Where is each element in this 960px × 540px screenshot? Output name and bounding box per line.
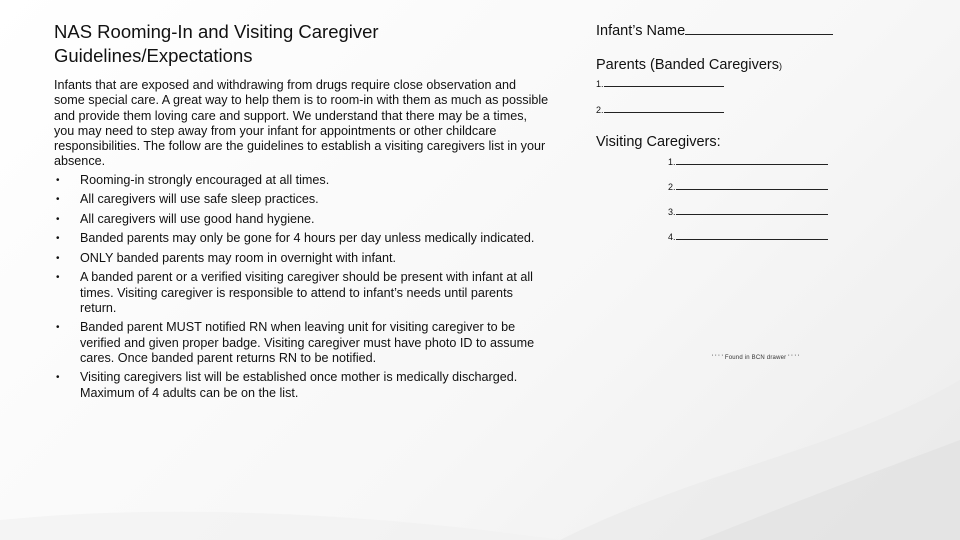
parent-line-1: 1. [596,76,926,90]
list-item: • All caregivers will use safe sleep practices. [56,192,319,207]
bullet-icon: • [56,194,60,206]
title-line-1: NAS Rooming-In and Visiting Caregiver [54,21,379,42]
visiting-caregivers-label: Visiting Caregivers: [596,134,721,150]
bullet-icon: • [56,372,60,384]
title-line-2: Guidelines/Expectations [54,45,253,66]
visitor-2-field[interactable] [676,179,828,190]
parents-label-close: ) [778,61,782,71]
bullet-icon: • [56,213,60,225]
visitor-line-3: 3. [668,204,926,218]
parent-1-field[interactable] [604,76,724,87]
list-item: • All caregivers will use good hand hygiene. [56,211,315,226]
guidelines-panel [54,20,549,401]
list-item: • Rooming-in strongly encouraged at all times. [56,172,330,187]
list-item: • Visiting caregivers list will be established once mother is medically discharged. Maximum of 4 adults can be on the list. [56,370,518,400]
footnote: ' ' ' ' Found in BCN drawer ' ' ' ' [712,355,800,361]
list-item: • ONLY banded parents may room in overnight with infant. [56,250,396,265]
bullet-icon: • [56,174,60,186]
visitor-line-2: 2. [668,179,926,193]
bullet-icon: • [56,252,60,264]
infant-name-label: Infant’s Name [596,23,686,39]
visitor-4-field[interactable] [676,229,828,240]
form-panel [596,20,926,243]
list-item: • Banded parent MUST notified RN when leaving unit for visiting caregiver to be verified and given proper badge. Visiting caregiver must have photo ID to assume cares. Once banded parent returns RN to be notified. [56,320,535,365]
parents-row [596,55,926,76]
parents-label: Parents (Banded Caregivers [596,57,779,73]
infant-name-row [596,20,926,41]
page-title [54,20,549,68]
bullet-icon: • [56,233,60,245]
bullet-icon: • [56,272,60,284]
visitor-3-field[interactable] [676,204,828,215]
guidelines-list [54,173,549,401]
visitor-line-1: 1. [668,154,926,168]
parent-2-field[interactable] [604,102,724,113]
bullet-icon: • [56,322,60,334]
visitor-line-4: 4. [668,229,926,243]
parent-line-2: 2. [596,102,926,116]
visitor-1-field[interactable] [676,154,828,165]
list-item: • Banded parents may only be gone for 4 hours per day unless medically indicated. [56,231,535,246]
list-item: • A banded parent or a verified visiting caregiver should be present with infant at all times. Visiting caregiver is responsible to attend to infant’s needs until parents return. [56,270,533,315]
infant-name-field[interactable] [685,20,833,35]
intro-paragraph: Infants that are exposed and withdrawing from drugs require close observation and some special care. A great way to help them is to room-in with them as much as possible and provide them loving care and support. We understand that there may be a times, you may need to step away from your infant for appointments or other childcare responsibilities. The follow are the guidelines to establish a visiting caregivers list in your absence. [54,78,549,169]
